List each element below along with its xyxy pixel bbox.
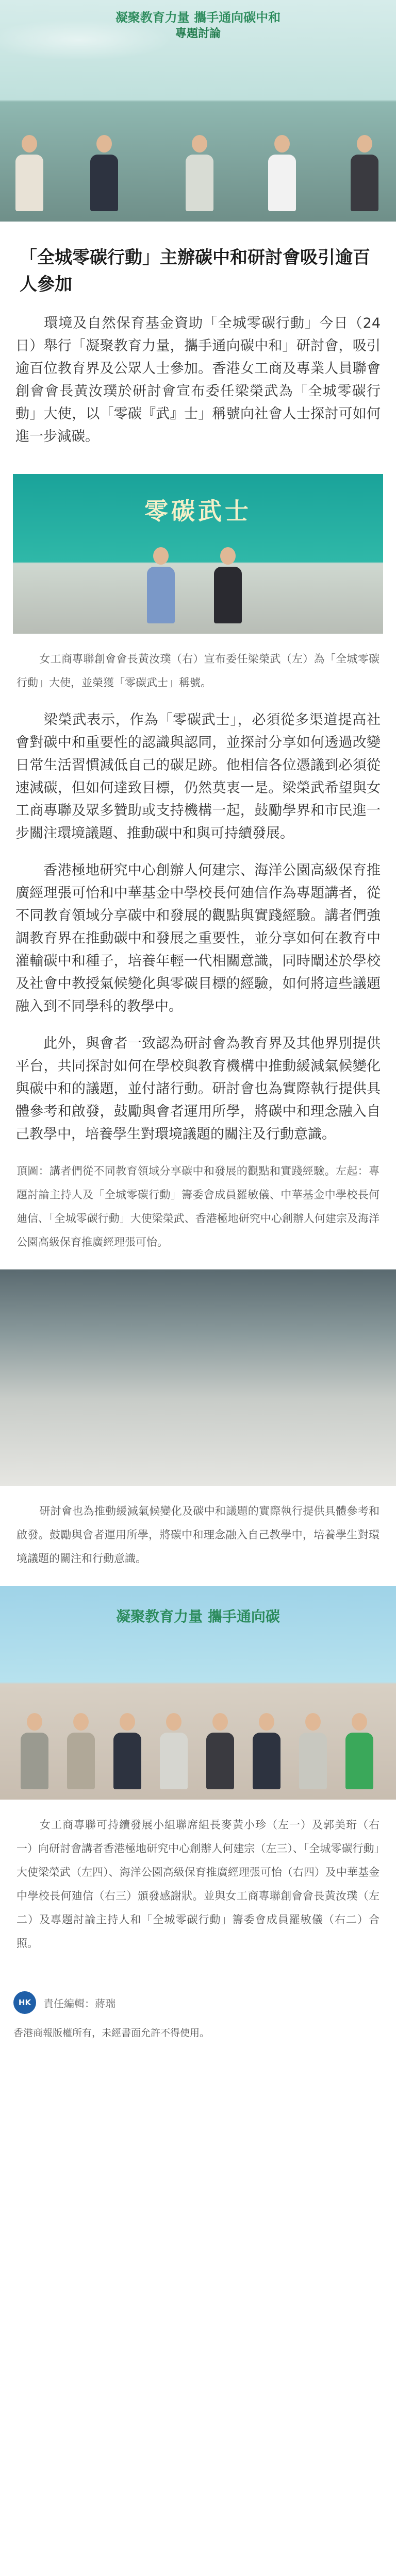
- article-paragraph-3: 香港極地研究中心創辦人何建宗、海洋公園高級保育推廣經理張可怡和中華基金中學校長何廸信作為專題講者，從不同教育領域分享碳中和發展的觀點與實踐經驗。講者們強調教育界在推動碳中和發展之重要性，並分享如何在教育中灌輸碳中和種子，培養年輕一代相關意識，同時闡述於學校及社會中教授氣候變化與零碳目標的經驗，如何將這些議題融入到不同學科的教學中。: [15, 862, 381, 1014]
- group-figure: [67, 1713, 95, 1789]
- group-photo: [0, 1586, 396, 1800]
- audience-caption: 研討會也為推動緩減氣候變化及碳中和議題的實際執行提供具體參考和啟發。鼓勵與會者運用所學，將碳中和理念融入自己教學中，培養學生對環境議題的關注和行動意識。: [16, 1505, 380, 1565]
- speaker-figure: [15, 135, 43, 211]
- editor-line: [13, 1991, 396, 2014]
- group-figure: [345, 1713, 373, 1789]
- speaker-figure: [90, 135, 118, 211]
- speaker-figure: [186, 135, 213, 211]
- group-figure: [160, 1713, 188, 1789]
- copyright-notice: 香港商報版權所有，未經書面允許不得使用。: [13, 2027, 210, 2039]
- group-figure: [21, 1713, 48, 1789]
- speaker-figure: [351, 135, 378, 211]
- award-figure: [214, 547, 242, 623]
- group-banner: 凝聚教育力量 攜手通向碳: [116, 1608, 280, 1625]
- hkcd-logo-icon: HK: [13, 1991, 36, 2014]
- speaker-figure: [268, 135, 296, 211]
- group-figure: [253, 1713, 280, 1789]
- award-caption: 女工商專聯創會會長黃汝璞（右）宣布委任梁榮武（左）為「全城零碳行動」大使，並榮獲「零碳武士」稱號。: [16, 653, 380, 689]
- top-photo-caption: 頂圖：講者們從不同教育領域分享碳中和發展的觀點和實踐經驗。左起：專題討論主持人及「全城零碳行動」籌委會成員羅敏儀、中華基金中學校長何廸信、「全城零碳行動」大使梁榮武、香港極地研究中心創辦人何建宗及海洋公園高級保育推廣經理張可怡。: [16, 1165, 380, 1248]
- award-figure: [147, 547, 175, 623]
- group-figure: [299, 1713, 327, 1789]
- award-photo: [13, 474, 383, 634]
- article-title: 「全城零碳行動」主辦碳中和研討會吸引逾百人參加: [20, 247, 370, 295]
- hero-banner-line2: 專題討論: [175, 27, 221, 40]
- hero-photo: [0, 0, 396, 222]
- article-paragraph-4: 此外，與會者一致認為研討會為教育界及其他界別提供平台，共同探討如何在學校與教育機構中推動緩減氣候變化與碳中和的議題，並付諸行動。研討會也為實際執行提供具體參考和啟發，鼓勵與會者運用所學，將碳中和理念融入自己教學中，培養學生對環境議題的關注及行動意識。: [15, 1036, 381, 1142]
- article-paragraph-2: 梁榮武表示，作為「零碳武士」，必須從多渠道提高社會對碳中和重要性的認識與認同，並探討分享如何透過改變日常生活習慣減低自己的碳足跡。他相信各位憑議到必須從速減碳，但如何達致目標，仍然莫衷一是。梁榮武希望與女工商專聯及眾多贊助或支持機構一起，鼓勵學界和市民進一步關注環境議題、推動碳中和與可持續發展。: [15, 712, 381, 841]
- audience-photo: [0, 1269, 396, 1486]
- award-banner: 零碳武士: [144, 497, 252, 525]
- article-paragraph-1: 環境及自然保育基金資助「全城零碳行動」今日（24日）舉行「凝聚教育力量，攜手通向碳中和」研討會，吸引逾百位教育界及公眾人士參加。香港女工商及專業人員聯會創會會長黃汝璞於研討會宣布委任梁榮武為「全城零碳行動」大使，以「零碳『武』士」稱號向社會人士探討可如何進一步減碳。: [15, 315, 381, 445]
- editor-name: 責任編輯：蔣瑞: [43, 1997, 116, 2010]
- hero-banner-line1: 凝聚教育力量 攜手通向碳中和: [115, 10, 281, 25]
- group-figure: [113, 1713, 141, 1789]
- group-caption: 女工商專聯可持續發展小組聯席組長麥黃小珍（左一）及郭美珩（右一）向研討會講者香港極地研究中心創辦人何建宗（左三）、「全城零碳行動」大使梁榮武（左四）、海洋公園高級保育推廣經理張可怡（右四）及中華基金中學校長何廸信（右三）頒發感謝狀。並與女工商專聯創會會長黃汝璞（左二）及專題討論主持人和「全城零碳行動」籌委會成員羅敏儀（右二）合照。: [16, 1819, 380, 1950]
- group-figure: [206, 1713, 234, 1789]
